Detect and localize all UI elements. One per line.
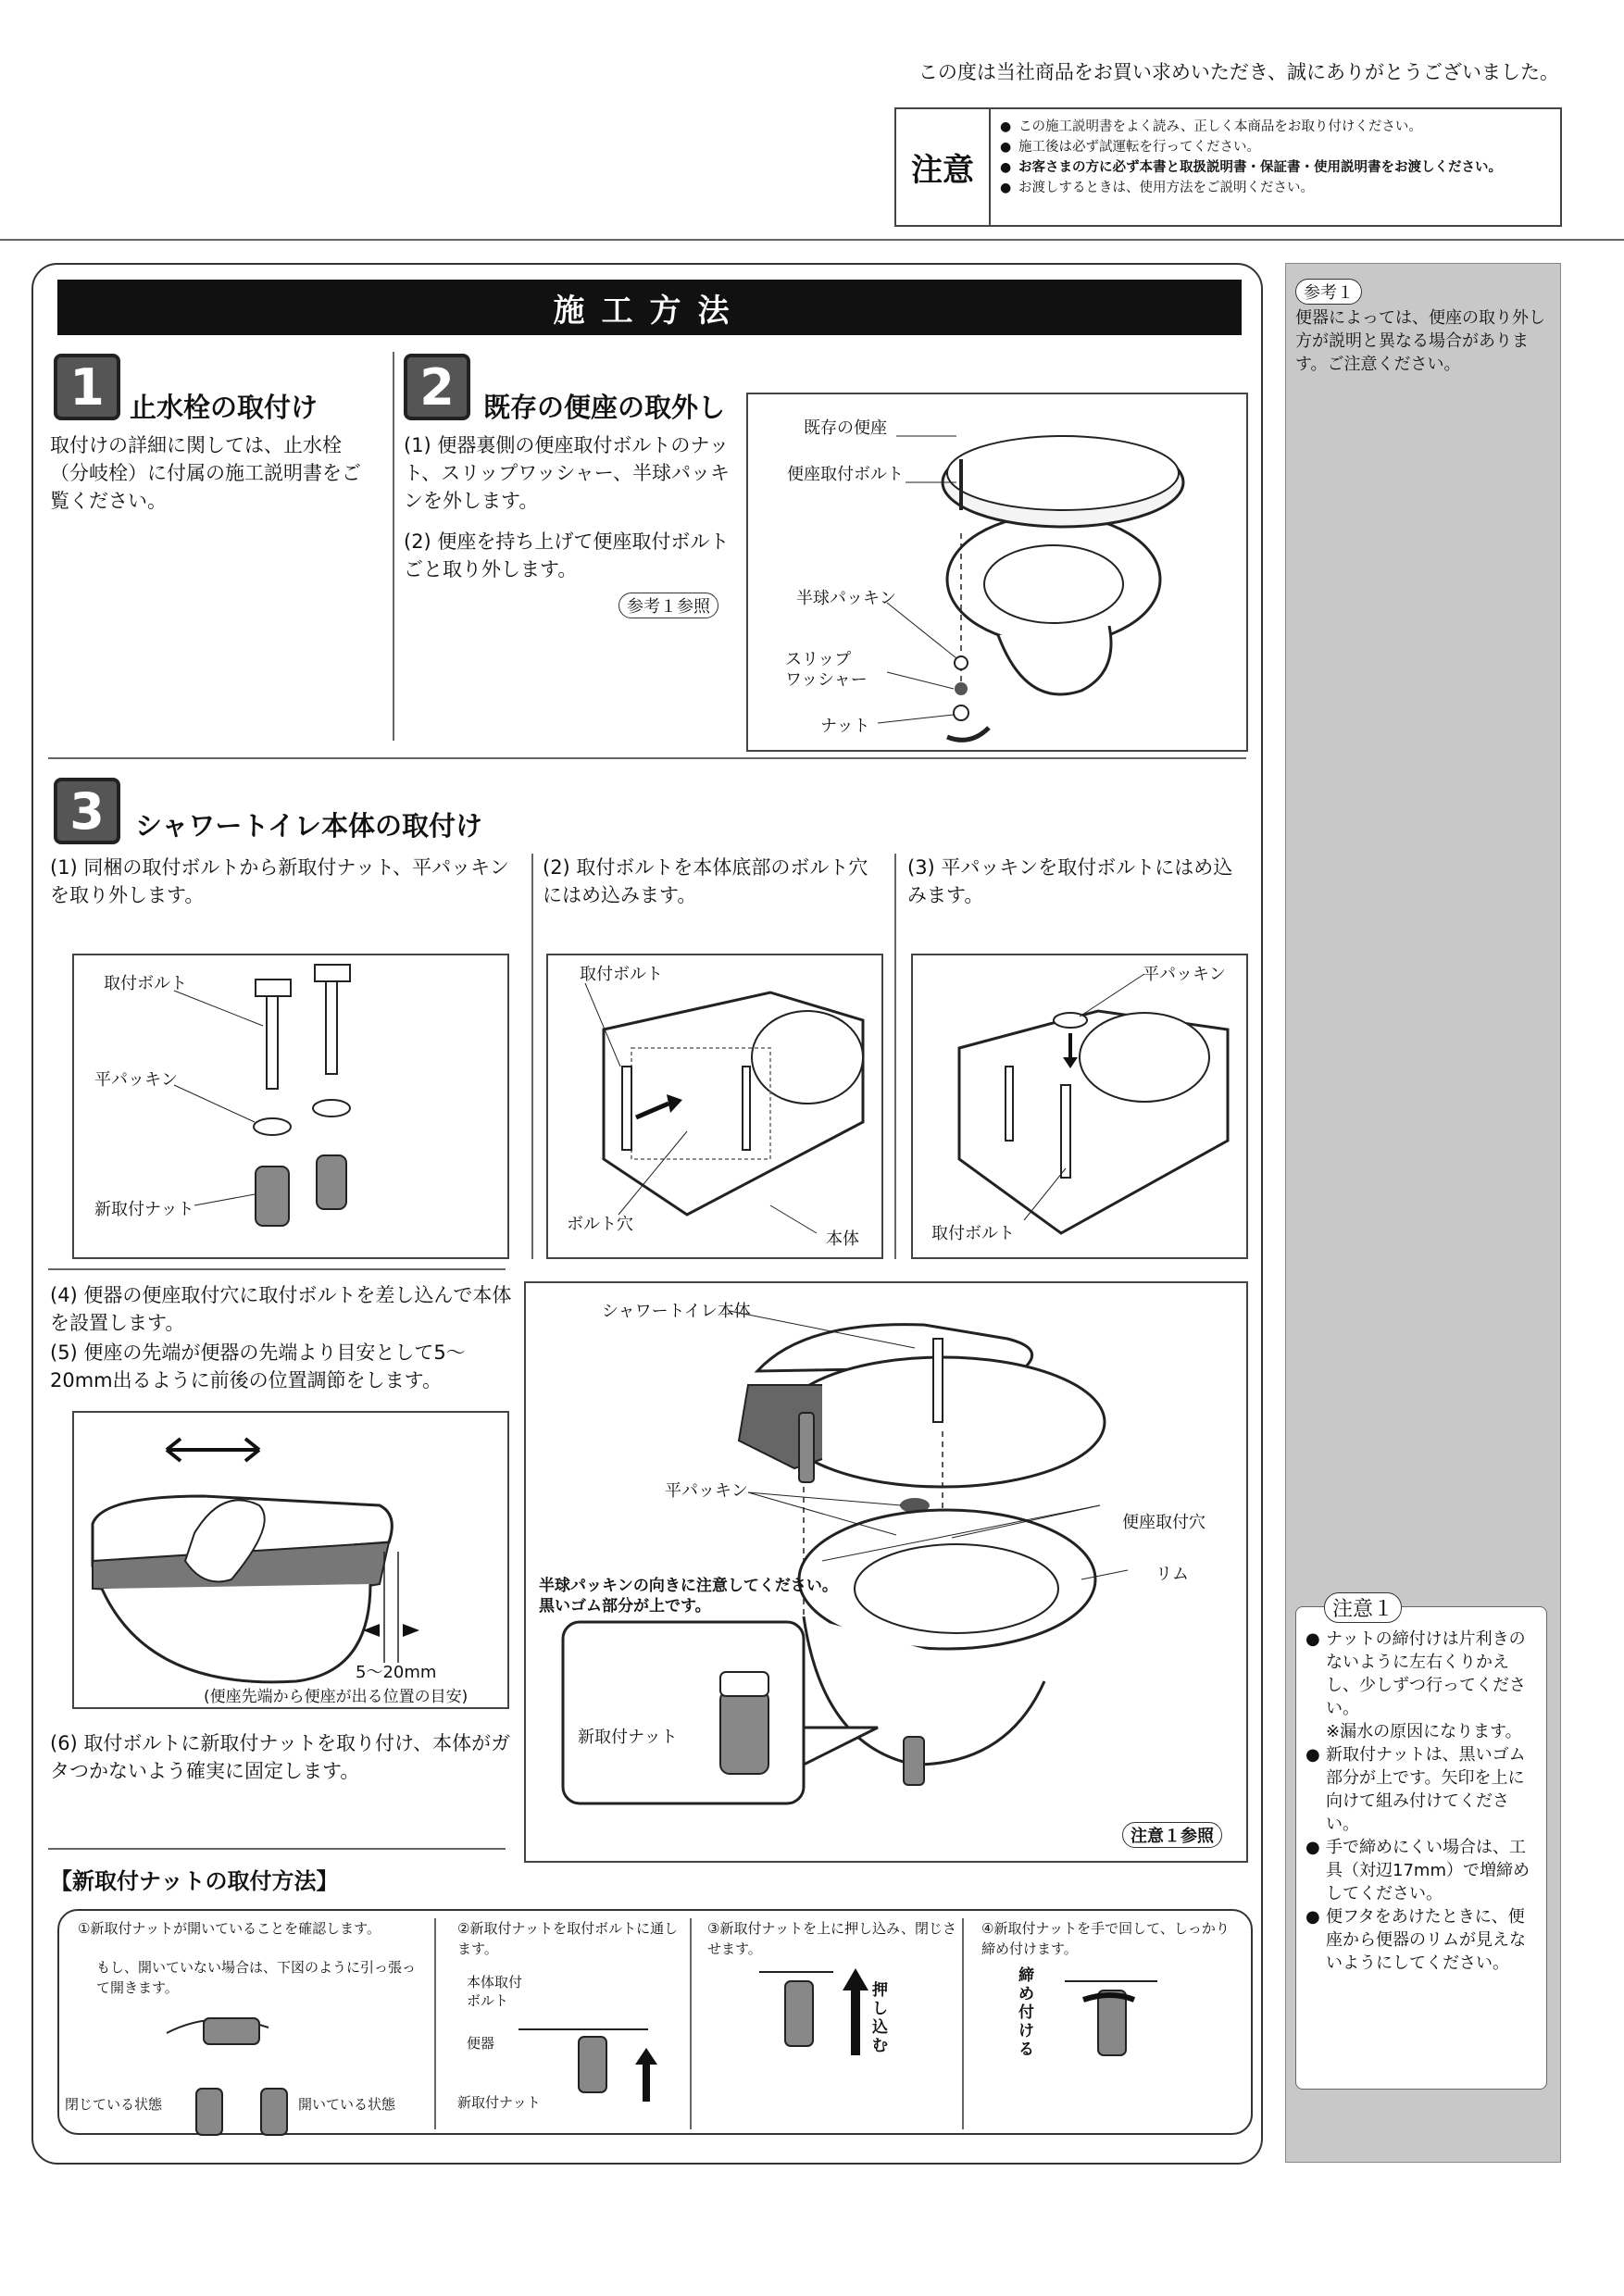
label-seat-bolt: 便座取付ボルト xyxy=(787,465,904,484)
label-bolt-hole: ボルト穴 xyxy=(567,1215,633,1234)
step-1-title: 止水栓の取付け xyxy=(130,392,319,423)
caution-1-item-note: ※漏水の原因になります。 xyxy=(1326,1722,1522,1741)
nut-step-4: ④新取付ナットを手で回して、しっかり締め付けます。 xyxy=(981,1920,1230,1957)
nut-step-3: ③新取付ナットを上に押し込み、閉じさせます。 xyxy=(707,1920,957,1957)
caution-1-item: ● 新取付ナットは、黒いゴム部分が上です。矢印を上に向けて組み付けてください。 xyxy=(1305,1743,1537,1836)
caution-1-item: ● 便フタをあけたときに、便座から便器のリムが見えないようにしてください。 xyxy=(1305,1905,1537,1975)
step-1-number: 1 xyxy=(54,354,120,420)
step-3-number: 3 xyxy=(54,778,120,844)
page-title: 施工方法 xyxy=(57,280,1242,335)
caution-label: 注意 xyxy=(896,109,991,225)
caution-1-title: 注意１ xyxy=(1324,1592,1402,1623)
label-push-in: 押し込む xyxy=(872,1981,888,2055)
label-body-bolt-2: ボルト xyxy=(467,1992,509,2009)
caution-1-item: ● 手で締めにくい場合は、工具（対辺17mm）で増締めしてください。 xyxy=(1305,1836,1537,1905)
step-3-title: シャワートイレ本体の取付け xyxy=(135,810,482,842)
nut-step-2: ②新取付ナットを取付ボルトに通します。 xyxy=(457,1920,679,1957)
label-open-state: 開いている状態 xyxy=(298,2096,396,2113)
label-position-guide: (便座先端から便座が出る位置の目安) xyxy=(204,1688,468,1706)
label-bolt: 取付ボルト xyxy=(580,965,663,984)
label-toilet: 便器 xyxy=(467,2035,495,2052)
step-3-item-1: (1) 同梱の取付ボルトから新取付ナット、平パッキンを取り外します。 xyxy=(50,856,509,906)
label-rim: リム xyxy=(1156,1565,1189,1584)
ref-1-note xyxy=(1295,279,1549,418)
caution-1-ref-tag: 注意１参照 xyxy=(1122,1822,1222,1848)
label-seat-hole: 便座取付穴 xyxy=(1122,1513,1206,1532)
label-flat-packing: 平パッキン xyxy=(1143,965,1226,984)
label-washer: ワッシャー xyxy=(785,670,868,690)
ref-1-text: 便器によっては、便座の取り外し方が説明と異なる場合があります。ご注意ください。 xyxy=(1295,308,1545,374)
ref-1-title: 参考１ xyxy=(1295,279,1362,305)
label-flat-packing: 平パッキン xyxy=(665,1481,748,1501)
label-flat-packing: 平パッキン xyxy=(94,1070,178,1090)
step-3-item-4: (4) 便器の便座取付穴に取付ボルトを差し込んで本体を設置します。 xyxy=(50,1284,512,1334)
thanks-message: この度は当社商品をお買い求めいただき、誠にありがとうございました。 xyxy=(918,61,1559,83)
ref-1-tag: 参考１参照 xyxy=(618,593,718,618)
step-2-item-2: (2) 便座を持ち上げて便座取付ボルトごと取り外します。 xyxy=(404,530,730,580)
label-nut: ナット xyxy=(820,717,870,736)
label-bolt: 取付ボルト xyxy=(104,974,187,993)
label-tighten: 締め付ける xyxy=(1018,1966,1034,2059)
label-closed-state: 閉じている状態 xyxy=(65,2096,163,2113)
label-5-20mm: 5〜20mm xyxy=(356,1663,437,1682)
label-existing-seat: 既存の便座 xyxy=(804,418,887,438)
step-2-number: 2 xyxy=(404,354,470,420)
step-3-item-2: (2) 取付ボルトを本体底部のボルト穴にはめ込みます。 xyxy=(543,856,868,906)
caution-item: ● お客さまの方に必ず本書と取扱説明書・保証書・使用説明書をお渡しください。 xyxy=(1000,157,1555,178)
caution-1-note xyxy=(1295,1598,1547,2090)
step-3-item-6: (6) 取付ボルトに新取付ナットを取り付け、本体がガタつかないよう確実に固定します。 xyxy=(50,1732,511,1782)
label-new-nut: 新取付ナット xyxy=(578,1728,678,1747)
caution-1-item: ● ナットの締付けは片利きのないように左右くりかえし、少しずつ行ってください。 xyxy=(1305,1628,1537,1720)
label-bolt: 取付ボルト xyxy=(931,1224,1015,1243)
caution-item: ● 施工後は必ず試運転を行ってください。 xyxy=(1000,137,1555,157)
hemi-packing-note-1: 半球パッキンの向きに注意してください。 xyxy=(539,1577,838,1595)
label-shower-toilet-body: シャワートイレ本体 xyxy=(602,1302,751,1321)
nut-step-1: ①新取付ナットが開いていることを確認します。 xyxy=(78,1920,381,1937)
sidebar xyxy=(1285,263,1561,2163)
step-3-item-5: (5) 便座の先端が便器の先端より目安として5〜20mm出るように前後の位置調節をします。 xyxy=(50,1341,466,1391)
step-3-item-3: (3) 平パッキンを取付ボルトにはめ込みます。 xyxy=(907,856,1233,906)
step-1-text: 取付けの詳細に関しては、止水栓（分岐栓）に付属の施工説明書をご覧ください。 xyxy=(50,434,361,512)
caution-item-cont: ● お渡しするときは、使用方法をご説明ください。 xyxy=(1000,178,1555,198)
label-new-nut: 新取付ナット xyxy=(94,1200,194,1219)
nut-method-heading: 【新取付ナットの取付方法】 xyxy=(50,1868,339,1894)
nut-step-1-note: もし、開いていない場合は、下図のように引っ張って開きます。 xyxy=(96,1959,417,1996)
label-body-bolt-1: 本体取付 xyxy=(467,1974,523,1990)
step-2-item-1: (1) 便器裏側の便座取付ボルトのナット、スリップワッシャー、半球パッキンを外します。 xyxy=(404,434,730,512)
label-new-nut: 新取付ナット xyxy=(457,2094,541,2111)
label-hemi-packing: 半球パッキン xyxy=(796,589,896,608)
hemi-packing-note-2: 黒いゴム部分が上です。 xyxy=(539,1597,711,1616)
label-body: 本体 xyxy=(826,1229,859,1249)
label-slip: スリップ xyxy=(785,650,852,669)
caution-item: ● この施工説明書をよく読み、正しく本商品をお取り付けください。 xyxy=(1000,117,1555,137)
step-2-title: 既存の便座の取外し xyxy=(483,392,726,423)
